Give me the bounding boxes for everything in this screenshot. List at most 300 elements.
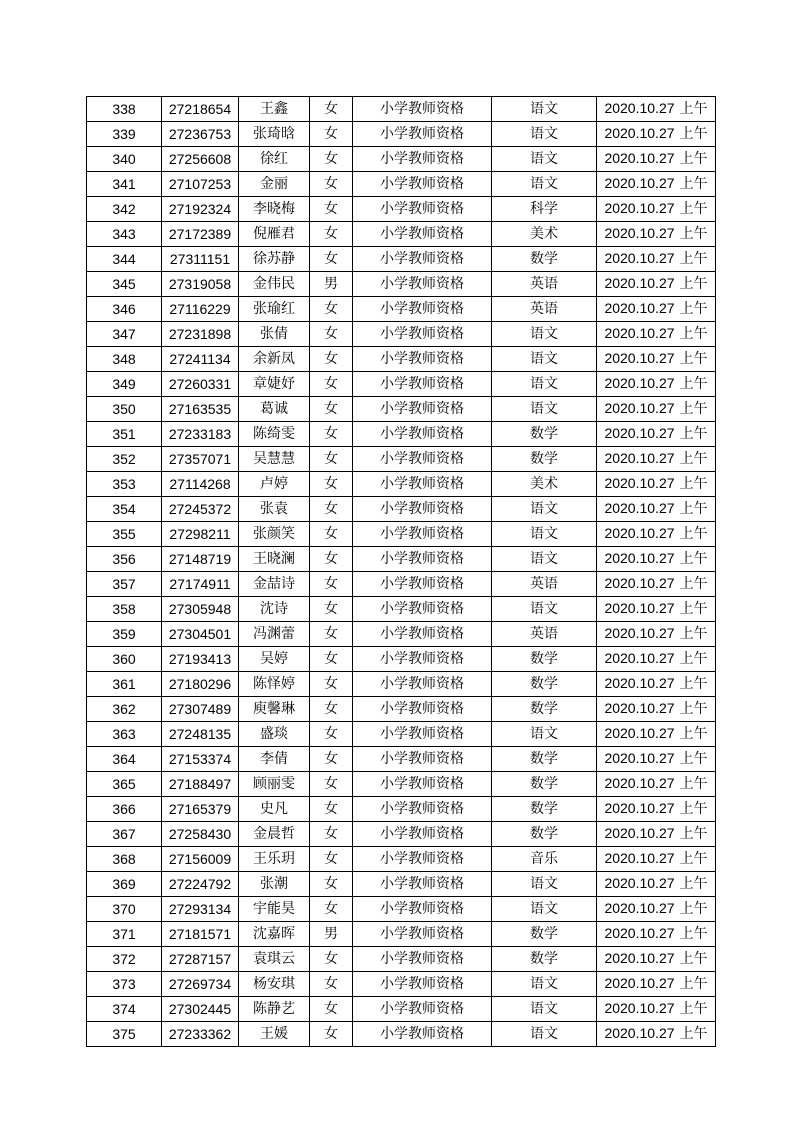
- candidate-id-cell: 27172389: [162, 222, 239, 247]
- row-number-cell: 341: [87, 172, 162, 197]
- exam-period: 上午: [679, 401, 708, 417]
- table-row: [87, 972, 716, 997]
- subject-cell: 语文: [492, 122, 597, 147]
- candidate-id-cell: 27305948: [162, 597, 239, 622]
- row-number-cell: 350: [87, 397, 162, 422]
- candidate-name-cell: 李倩: [239, 747, 310, 772]
- exam-date: 2020.10.27: [604, 500, 675, 516]
- table-row: [87, 1022, 716, 1047]
- exam-time-cell: [597, 522, 716, 547]
- exam-period: 上午: [679, 301, 708, 317]
- exam-period: 上午: [679, 876, 708, 892]
- subject-cell: 数学: [492, 772, 597, 797]
- table-row: [87, 872, 716, 897]
- candidate-id-cell: 27192324: [162, 197, 239, 222]
- exam-time-cell: [597, 222, 716, 247]
- exam-date: 2020.10.27: [604, 850, 675, 866]
- row-number-cell: 360: [87, 647, 162, 672]
- candidate-id-cell: 27258430: [162, 822, 239, 847]
- subject-cell: 语文: [492, 347, 597, 372]
- exam-time-cell: [597, 972, 716, 997]
- row-number-cell: 348: [87, 347, 162, 372]
- table-row: [87, 947, 716, 972]
- row-number-cell: 339: [87, 122, 162, 147]
- subject-cell: 语文: [492, 97, 597, 122]
- subject-cell: 数学: [492, 647, 597, 672]
- exam-time-cell: [597, 847, 716, 872]
- qualification-type-cell: 小学教师资格: [353, 172, 492, 197]
- exam-period: 上午: [679, 826, 708, 842]
- exam-time-cell: [597, 897, 716, 922]
- row-number-cell: 358: [87, 597, 162, 622]
- table-row: [87, 422, 716, 447]
- exam-time-cell: [597, 672, 716, 697]
- gender-cell: 女: [310, 672, 353, 697]
- exam-time-cell: [597, 647, 716, 672]
- exam-time-cell: [597, 447, 716, 472]
- subject-cell: 语文: [492, 597, 597, 622]
- exam-time-cell: [597, 322, 716, 347]
- candidate-name-cell: 徐苏静: [239, 247, 310, 272]
- exam-period: 上午: [679, 676, 708, 692]
- subject-cell: 语文: [492, 497, 597, 522]
- exam-date: 2020.10.27: [604, 1000, 675, 1016]
- exam-period: 上午: [679, 651, 708, 667]
- subject-cell: 英语: [492, 622, 597, 647]
- table-row: [87, 822, 716, 847]
- exam-date: 2020.10.27: [604, 800, 675, 816]
- qualification-type-cell: 小学教师资格: [353, 972, 492, 997]
- table-row: [87, 547, 716, 572]
- exam-date: 2020.10.27: [604, 300, 675, 316]
- candidate-name-cell: 王鑫: [239, 97, 310, 122]
- subject-cell: 数学: [492, 797, 597, 822]
- subject-cell: 语文: [492, 322, 597, 347]
- exam-date: 2020.10.27: [604, 275, 675, 291]
- candidate-id-cell: 27218654: [162, 97, 239, 122]
- exam-period: 上午: [679, 151, 708, 167]
- qualification-type-cell: 小学教师资格: [353, 772, 492, 797]
- qualification-type-cell: 小学教师资格: [353, 347, 492, 372]
- qualification-type-cell: 小学教师资格: [353, 322, 492, 347]
- exam-date: 2020.10.27: [604, 100, 675, 116]
- table-row: [87, 447, 716, 472]
- exam-date: 2020.10.27: [604, 600, 675, 616]
- qualification-type-cell: 小学教师资格: [353, 722, 492, 747]
- gender-cell: 女: [310, 722, 353, 747]
- exam-time-cell: [597, 772, 716, 797]
- subject-cell: 数学: [492, 422, 597, 447]
- table-row: [87, 772, 716, 797]
- row-number-cell: 368: [87, 847, 162, 872]
- gender-cell: 女: [310, 172, 353, 197]
- subject-cell: 数学: [492, 672, 597, 697]
- subject-cell: 语文: [492, 872, 597, 897]
- candidate-id-cell: 27287157: [162, 947, 239, 972]
- exam-date: 2020.10.27: [604, 950, 675, 966]
- exam-period: 上午: [679, 726, 708, 742]
- candidate-id-cell: 27116229: [162, 297, 239, 322]
- gender-cell: 女: [310, 597, 353, 622]
- exam-period: 上午: [679, 1026, 708, 1042]
- candidate-id-cell: 27241134: [162, 347, 239, 372]
- row-number-cell: 359: [87, 622, 162, 647]
- exam-date: 2020.10.27: [604, 925, 675, 941]
- candidate-name-cell: 顾丽雯: [239, 772, 310, 797]
- gender-cell: 女: [310, 772, 353, 797]
- table-row: [87, 897, 716, 922]
- table-row: [87, 247, 716, 272]
- candidate-id-cell: 27163535: [162, 397, 239, 422]
- candidate-name-cell: 张瑜红: [239, 297, 310, 322]
- table-row: [87, 172, 716, 197]
- exam-period: 上午: [679, 751, 708, 767]
- candidate-name-cell: 王媛: [239, 1022, 310, 1047]
- exam-period: 上午: [679, 101, 708, 117]
- candidate-id-cell: 27165379: [162, 797, 239, 822]
- table-row: [87, 847, 716, 872]
- candidate-name-cell: 陈静艺: [239, 997, 310, 1022]
- candidate-name-cell: 冯渊蕾: [239, 622, 310, 647]
- candidate-id-cell: 27148719: [162, 547, 239, 572]
- candidate-name-cell: 张潮: [239, 872, 310, 897]
- gender-cell: 女: [310, 1022, 353, 1047]
- gender-cell: 女: [310, 447, 353, 472]
- candidate-name-cell: 沈诗: [239, 597, 310, 622]
- exam-period: 上午: [679, 126, 708, 142]
- table-row: [87, 297, 716, 322]
- table-row: [87, 122, 716, 147]
- exam-time-cell: [597, 347, 716, 372]
- exam-date: 2020.10.27: [604, 900, 675, 916]
- row-number-cell: 344: [87, 247, 162, 272]
- exam-date: 2020.10.27: [604, 350, 675, 366]
- row-number-cell: 373: [87, 972, 162, 997]
- row-number-cell: 351: [87, 422, 162, 447]
- exam-time-cell: [597, 97, 716, 122]
- qualification-type-cell: 小学教师资格: [353, 147, 492, 172]
- exam-time-cell: [597, 172, 716, 197]
- gender-cell: 女: [310, 522, 353, 547]
- table-row: [87, 522, 716, 547]
- qualification-type-cell: 小学教师资格: [353, 122, 492, 147]
- candidate-name-cell: 金喆诗: [239, 572, 310, 597]
- qualification-type-cell: 小学教师资格: [353, 222, 492, 247]
- row-number-cell: 353: [87, 472, 162, 497]
- row-number-cell: 354: [87, 497, 162, 522]
- qualification-type-cell: 小学教师资格: [353, 572, 492, 597]
- qualification-type-cell: 小学教师资格: [353, 197, 492, 222]
- exam-date: 2020.10.27: [604, 775, 675, 791]
- qualification-type-cell: 小学教师资格: [353, 897, 492, 922]
- gender-cell: 女: [310, 972, 353, 997]
- subject-cell: 语文: [492, 547, 597, 572]
- candidate-name-cell: 陈怿婷: [239, 672, 310, 697]
- exam-period: 上午: [679, 901, 708, 917]
- subject-cell: 英语: [492, 272, 597, 297]
- gender-cell: 女: [310, 247, 353, 272]
- exam-time-cell: [597, 272, 716, 297]
- exam-date: 2020.10.27: [604, 525, 675, 541]
- gender-cell: 女: [310, 347, 353, 372]
- exam-period: 上午: [679, 576, 708, 592]
- exam-date: 2020.10.27: [604, 675, 675, 691]
- row-number-cell: 371: [87, 922, 162, 947]
- table-row: [87, 922, 716, 947]
- candidate-id-cell: 27188497: [162, 772, 239, 797]
- candidate-name-cell: 沈嘉晖: [239, 922, 310, 947]
- qualification-type-cell: 小学教师资格: [353, 697, 492, 722]
- table-row: [87, 622, 716, 647]
- candidate-name-cell: 张袁: [239, 497, 310, 522]
- exam-date: 2020.10.27: [604, 325, 675, 341]
- candidate-name-cell: 李晓梅: [239, 197, 310, 222]
- candidate-name-cell: 张倩: [239, 322, 310, 347]
- candidate-name-cell: 徐红: [239, 147, 310, 172]
- gender-cell: 女: [310, 997, 353, 1022]
- gender-cell: 男: [310, 922, 353, 947]
- row-number-cell: 342: [87, 197, 162, 222]
- exam-period: 上午: [679, 976, 708, 992]
- gender-cell: 女: [310, 122, 353, 147]
- row-number-cell: 372: [87, 947, 162, 972]
- candidate-name-cell: 倪雁君: [239, 222, 310, 247]
- row-number-cell: 343: [87, 222, 162, 247]
- qualification-type-cell: 小学教师资格: [353, 547, 492, 572]
- exam-date: 2020.10.27: [604, 200, 675, 216]
- exam-time-cell: [597, 247, 716, 272]
- row-number-cell: 364: [87, 747, 162, 772]
- candidate-id-cell: 27293134: [162, 897, 239, 922]
- candidate-id-cell: 27260331: [162, 372, 239, 397]
- qualification-type-cell: 小学教师资格: [353, 497, 492, 522]
- exam-time-cell: [597, 372, 716, 397]
- candidate-id-cell: 27156009: [162, 847, 239, 872]
- gender-cell: 女: [310, 197, 353, 222]
- subject-cell: 语文: [492, 722, 597, 747]
- exam-period: 上午: [679, 201, 708, 217]
- row-number-cell: 363: [87, 722, 162, 747]
- qualification-type-cell: 小学教师资格: [353, 297, 492, 322]
- gender-cell: 女: [310, 572, 353, 597]
- gender-cell: 女: [310, 497, 353, 522]
- subject-cell: 语文: [492, 1022, 597, 1047]
- exam-time-cell: [597, 297, 716, 322]
- candidate-id-cell: 27256608: [162, 147, 239, 172]
- table-row: [87, 472, 716, 497]
- candidate-name-cell: 陈绮雯: [239, 422, 310, 447]
- candidate-id-cell: 27311151: [162, 247, 239, 272]
- exam-period: 上午: [679, 376, 708, 392]
- candidate-id-cell: 27174911: [162, 572, 239, 597]
- subject-cell: 美术: [492, 472, 597, 497]
- qualification-type-cell: 小学教师资格: [353, 847, 492, 872]
- qualification-type-cell: 小学教师资格: [353, 372, 492, 397]
- exam-period: 上午: [679, 776, 708, 792]
- gender-cell: 女: [310, 547, 353, 572]
- candidate-id-cell: 27231898: [162, 322, 239, 347]
- gender-cell: 女: [310, 847, 353, 872]
- candidate-name-cell: 盛琰: [239, 722, 310, 747]
- exam-time-cell: [597, 997, 716, 1022]
- gender-cell: 女: [310, 297, 353, 322]
- exam-period: 上午: [679, 951, 708, 967]
- candidate-name-cell: 金丽: [239, 172, 310, 197]
- exam-date: 2020.10.27: [604, 875, 675, 891]
- row-number-cell: 340: [87, 147, 162, 172]
- subject-cell: 数学: [492, 947, 597, 972]
- subject-cell: 数学: [492, 247, 597, 272]
- exam-date: 2020.10.27: [604, 1025, 675, 1041]
- candidate-name-cell: 葛诚: [239, 397, 310, 422]
- table-row: [87, 647, 716, 672]
- exam-period: 上午: [679, 226, 708, 242]
- candidate-name-cell: 金伟民: [239, 272, 310, 297]
- table-row: [87, 722, 716, 747]
- row-number-cell: 338: [87, 97, 162, 122]
- exam-period: 上午: [679, 626, 708, 642]
- subject-cell: 语文: [492, 172, 597, 197]
- row-number-cell: 375: [87, 1022, 162, 1047]
- candidate-id-cell: 27193413: [162, 647, 239, 672]
- candidate-id-cell: 27304501: [162, 622, 239, 647]
- candidate-id-cell: 27107253: [162, 172, 239, 197]
- exam-time-cell: [597, 147, 716, 172]
- exam-date: 2020.10.27: [604, 250, 675, 266]
- exam-period: 上午: [679, 326, 708, 342]
- exam-period: 上午: [679, 601, 708, 617]
- candidate-id-cell: 27357071: [162, 447, 239, 472]
- exam-date: 2020.10.27: [604, 150, 675, 166]
- exam-time-cell: [597, 872, 716, 897]
- qualification-type-cell: 小学教师资格: [353, 647, 492, 672]
- exam-time-cell: [597, 797, 716, 822]
- candidate-id-cell: 27236753: [162, 122, 239, 147]
- exam-period: 上午: [679, 351, 708, 367]
- row-number-cell: 352: [87, 447, 162, 472]
- table-row: [87, 497, 716, 522]
- exam-time-cell: [597, 947, 716, 972]
- candidate-name-cell: 王乐玥: [239, 847, 310, 872]
- qualification-type-cell: 小学教师资格: [353, 797, 492, 822]
- qualification-type-cell: 小学教师资格: [353, 947, 492, 972]
- candidate-id-cell: 27269734: [162, 972, 239, 997]
- exam-time-cell: [597, 497, 716, 522]
- gender-cell: 女: [310, 422, 353, 447]
- qualification-type-cell: 小学教师资格: [353, 97, 492, 122]
- subject-cell: 数学: [492, 822, 597, 847]
- subject-cell: 英语: [492, 572, 597, 597]
- qualification-type-cell: 小学教师资格: [353, 597, 492, 622]
- subject-cell: 科学: [492, 197, 597, 222]
- qualification-type-cell: 小学教师资格: [353, 822, 492, 847]
- candidate-name-cell: 余新凤: [239, 347, 310, 372]
- exam-time-cell: [597, 122, 716, 147]
- exam-time-cell: [597, 422, 716, 447]
- table-row: [87, 347, 716, 372]
- candidate-name-cell: 张琦晗: [239, 122, 310, 147]
- exam-date: 2020.10.27: [604, 550, 675, 566]
- candidate-id-cell: 27248135: [162, 722, 239, 747]
- exam-time-cell: [597, 747, 716, 772]
- gender-cell: 女: [310, 322, 353, 347]
- candidate-name-cell: 卢婷: [239, 472, 310, 497]
- candidate-name-cell: 史凡: [239, 797, 310, 822]
- candidate-id-cell: 27245372: [162, 497, 239, 522]
- qualification-type-cell: 小学教师资格: [353, 422, 492, 447]
- subject-cell: 语文: [492, 522, 597, 547]
- qualification-type-cell: 小学教师资格: [353, 472, 492, 497]
- table-row: [87, 222, 716, 247]
- exam-period: 上午: [679, 1001, 708, 1017]
- table-row: [87, 572, 716, 597]
- gender-cell: 女: [310, 797, 353, 822]
- candidate-id-cell: 27233362: [162, 1022, 239, 1047]
- qualification-type-cell: 小学教师资格: [353, 447, 492, 472]
- exam-time-cell: [597, 922, 716, 947]
- gender-cell: 女: [310, 222, 353, 247]
- subject-cell: 英语: [492, 297, 597, 322]
- exam-time-cell: [597, 572, 716, 597]
- exam-date: 2020.10.27: [604, 475, 675, 491]
- row-number-cell: 349: [87, 372, 162, 397]
- exam-period: 上午: [679, 526, 708, 542]
- row-number-cell: 357: [87, 572, 162, 597]
- subject-cell: 音乐: [492, 847, 597, 872]
- table-row: [87, 372, 716, 397]
- table-body: [87, 97, 716, 1047]
- table-row: [87, 397, 716, 422]
- exam-date: 2020.10.27: [604, 700, 675, 716]
- qualification-type-cell: 小学教师资格: [353, 747, 492, 772]
- exam-period: 上午: [679, 501, 708, 517]
- row-number-cell: 347: [87, 322, 162, 347]
- gender-cell: 女: [310, 747, 353, 772]
- candidate-name-cell: 庾馨琳: [239, 697, 310, 722]
- exam-date: 2020.10.27: [604, 650, 675, 666]
- exam-date: 2020.10.27: [604, 375, 675, 391]
- candidate-id-cell: 27307489: [162, 697, 239, 722]
- row-number-cell: 369: [87, 872, 162, 897]
- qualification-type-cell: 小学教师资格: [353, 272, 492, 297]
- candidate-id-cell: 27302445: [162, 997, 239, 1022]
- exam-period: 上午: [679, 426, 708, 442]
- table-row: [87, 747, 716, 772]
- exam-date: 2020.10.27: [604, 975, 675, 991]
- exam-time-cell: [597, 397, 716, 422]
- qualification-type-cell: 小学教师资格: [353, 522, 492, 547]
- subject-cell: 语文: [492, 897, 597, 922]
- qualification-type-cell: 小学教师资格: [353, 247, 492, 272]
- gender-cell: 女: [310, 872, 353, 897]
- exam-date: 2020.10.27: [604, 425, 675, 441]
- exam-period: 上午: [679, 476, 708, 492]
- subject-cell: 语文: [492, 972, 597, 997]
- exam-date: 2020.10.27: [604, 175, 675, 191]
- exam-period: 上午: [679, 551, 708, 567]
- qualification-type-cell: 小学教师资格: [353, 397, 492, 422]
- exam-date: 2020.10.27: [604, 450, 675, 466]
- gender-cell: 女: [310, 622, 353, 647]
- gender-cell: 女: [310, 372, 353, 397]
- table-row: [87, 147, 716, 172]
- exam-period: 上午: [679, 701, 708, 717]
- table-row: [87, 197, 716, 222]
- exam-time-cell: [597, 822, 716, 847]
- gender-cell: 男: [310, 272, 353, 297]
- exam-time-cell: [597, 697, 716, 722]
- row-number-cell: 355: [87, 522, 162, 547]
